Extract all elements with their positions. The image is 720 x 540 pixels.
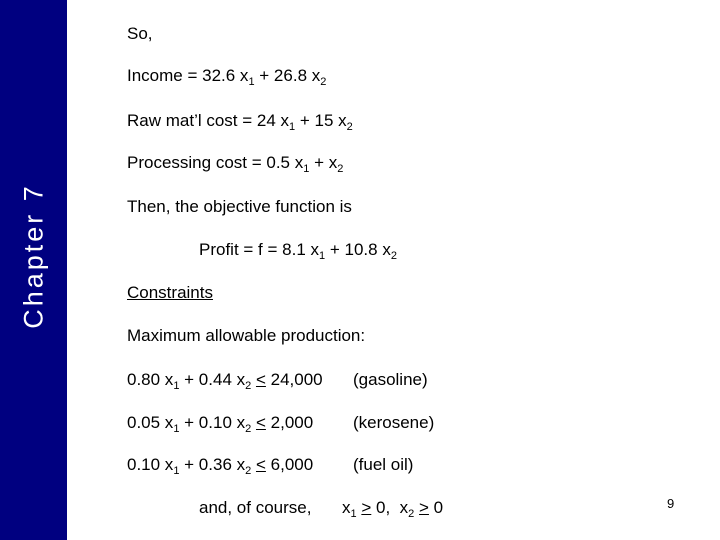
constraint-gasoline: 0.80 $x_1 + 0.44$ $x_2 < 24,000$ bbox=[127, 370, 323, 392]
constraint-fuel-oil-label: (fuel oil) bbox=[353, 455, 414, 474]
chapter-sidebar bbox=[0, 0, 67, 540]
constraint-gasoline-label: (gasoline) bbox=[353, 370, 428, 389]
processing-cost-equation: Processing cost = 0.5 $x_1 + x_2$ bbox=[127, 153, 344, 175]
objective-intro: Then, the objective function is bbox=[127, 197, 352, 216]
constraint-fuel-oil: 0.10 $x_1 + 0.36$ $x_2 < 6,000$ bbox=[127, 455, 314, 477]
nonnegativity-constraints: $x_1 > 0$, $x_2 > 0$ bbox=[342, 498, 444, 520]
constraints-heading: Constraints bbox=[127, 283, 213, 302]
constraint-kerosene: 0.05 $x_1 + 0.10$ $x_2 < 2,000$ bbox=[127, 413, 314, 435]
raw-material-cost-equation: Raw mat’l cost = 24 $x_1 + 15$ $x_2$ bbox=[127, 111, 353, 133]
income-equation: Income = 32.6 $x_1 + 26.8$ $x_2$ bbox=[127, 66, 327, 88]
page-number: 9 bbox=[667, 496, 675, 511]
nonnegativity-lead: and, of course, bbox=[199, 498, 312, 517]
max-production-heading: Maximum allowable production: bbox=[127, 326, 366, 345]
profit-equation: Profit = f = 8.1 $x_1 + 10.8$ $x_2$ bbox=[199, 240, 397, 262]
chapter-title: Chapter 7 bbox=[18, 183, 49, 329]
intro-text: So, bbox=[127, 24, 153, 43]
constraint-kerosene-label: (kerosene) bbox=[353, 413, 435, 432]
